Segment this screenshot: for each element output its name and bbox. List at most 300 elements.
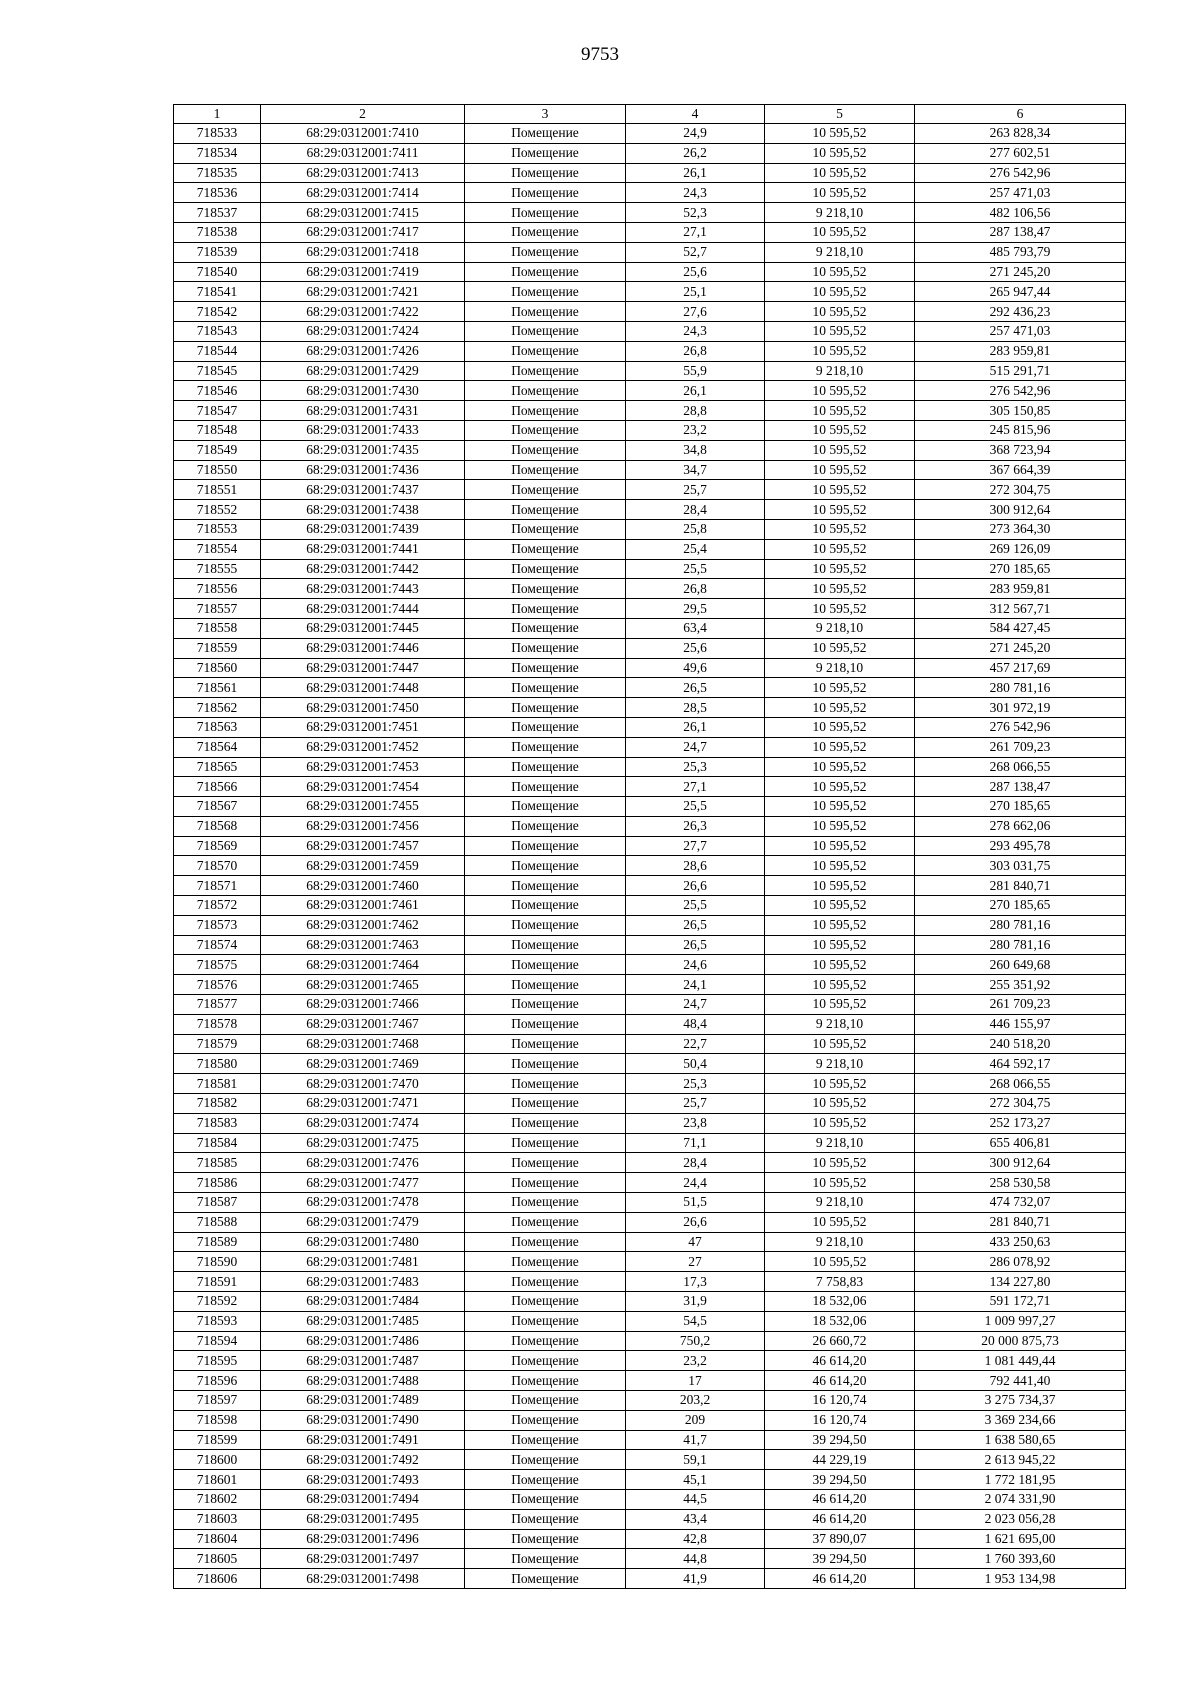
table-cell: 10 595,52 — [765, 1113, 915, 1133]
table-cell: Помещение — [465, 1074, 626, 1094]
table-cell: 286 078,92 — [915, 1252, 1126, 1272]
table-row — [174, 1430, 1126, 1450]
table-cell: 10 595,52 — [765, 282, 915, 302]
table-row — [174, 401, 1126, 421]
table-cell: 25,5 — [626, 559, 765, 579]
table-row — [174, 262, 1126, 282]
table-cell: Помещение — [465, 777, 626, 797]
table-cell: 718565 — [174, 757, 261, 777]
table-cell: 68:29:0312001:7489 — [261, 1391, 465, 1411]
table-cell: 718552 — [174, 500, 261, 520]
table-cell: 25,3 — [626, 1074, 765, 1094]
table-cell: 68:29:0312001:7442 — [261, 559, 465, 579]
table-cell: 46 614,20 — [765, 1351, 915, 1371]
table-cell: 260 649,68 — [915, 955, 1126, 975]
table-cell: 718593 — [174, 1311, 261, 1331]
table-cell: 283 959,81 — [915, 579, 1126, 599]
table-cell: 10 595,52 — [765, 1212, 915, 1232]
table-cell: Помещение — [465, 460, 626, 480]
table-cell: Помещение — [465, 440, 626, 460]
table-row — [174, 381, 1126, 401]
table-cell: 68:29:0312001:7486 — [261, 1331, 465, 1351]
table-cell: 68:29:0312001:7411 — [261, 143, 465, 163]
table-cell: 68:29:0312001:7462 — [261, 915, 465, 935]
table-cell: 718555 — [174, 559, 261, 579]
table-cell: 718575 — [174, 955, 261, 975]
table-cell: 10 595,52 — [765, 262, 915, 282]
table-cell: 68:29:0312001:7492 — [261, 1450, 465, 1470]
table-cell: 26,8 — [626, 579, 765, 599]
table-cell: 68:29:0312001:7475 — [261, 1133, 465, 1153]
table-row — [174, 1549, 1126, 1569]
table-cell: 718553 — [174, 519, 261, 539]
table-cell: 17 — [626, 1371, 765, 1391]
table-cell: Помещение — [465, 1351, 626, 1371]
table-cell: 68:29:0312001:7444 — [261, 599, 465, 619]
table-cell: 24,4 — [626, 1173, 765, 1193]
column-header: 4 — [626, 105, 765, 124]
table-cell: 268 066,55 — [915, 757, 1126, 777]
table-cell: 68:29:0312001:7481 — [261, 1252, 465, 1272]
table-cell: 280 781,16 — [915, 678, 1126, 698]
table-row — [174, 1311, 1126, 1331]
table-cell: Помещение — [465, 757, 626, 777]
table-cell: 312 567,71 — [915, 599, 1126, 619]
table-cell: 9 218,10 — [765, 1133, 915, 1153]
table-row — [174, 1489, 1126, 1509]
table-cell: 10 595,52 — [765, 836, 915, 856]
table-cell: Помещение — [465, 717, 626, 737]
column-header: 2 — [261, 105, 465, 124]
table-cell: Помещение — [465, 1252, 626, 1272]
table-cell: Помещение — [465, 1311, 626, 1331]
table-cell: 10 595,52 — [765, 480, 915, 500]
table-cell: 280 781,16 — [915, 935, 1126, 955]
table-cell: 68:29:0312001:7459 — [261, 856, 465, 876]
table-cell: 287 138,47 — [915, 777, 1126, 797]
table-cell: 718583 — [174, 1113, 261, 1133]
table-row — [174, 460, 1126, 480]
table-cell: 41,7 — [626, 1430, 765, 1450]
table-cell: 68:29:0312001:7445 — [261, 618, 465, 638]
table-cell: 1 772 181,95 — [915, 1470, 1126, 1490]
table-row — [174, 341, 1126, 361]
table-row — [174, 1212, 1126, 1232]
table-cell: 718540 — [174, 262, 261, 282]
table-row — [174, 1410, 1126, 1430]
table-cell: 252 173,27 — [915, 1113, 1126, 1133]
table-cell: 718547 — [174, 401, 261, 421]
table-cell: 203,2 — [626, 1391, 765, 1411]
table-row — [174, 361, 1126, 381]
table-row — [174, 717, 1126, 737]
table-cell: 68:29:0312001:7497 — [261, 1549, 465, 1569]
table-cell: 718597 — [174, 1391, 261, 1411]
table-cell: 18 532,06 — [765, 1311, 915, 1331]
table-cell: 10 595,52 — [765, 876, 915, 896]
table-cell: 68:29:0312001:7457 — [261, 836, 465, 856]
table-cell: 68:29:0312001:7430 — [261, 381, 465, 401]
table-cell: 276 542,96 — [915, 163, 1126, 183]
table-cell: 68:29:0312001:7470 — [261, 1074, 465, 1094]
table-row — [174, 955, 1126, 975]
table-cell: 68:29:0312001:7418 — [261, 242, 465, 262]
table-row — [174, 282, 1126, 302]
table-cell: 26 660,72 — [765, 1331, 915, 1351]
table-cell: 68:29:0312001:7467 — [261, 1014, 465, 1034]
table-cell: 457 217,69 — [915, 658, 1126, 678]
table-cell: 718588 — [174, 1212, 261, 1232]
table-cell: 265 947,44 — [915, 282, 1126, 302]
table-cell: 258 530,58 — [915, 1173, 1126, 1193]
table-cell: 591 172,71 — [915, 1292, 1126, 1312]
table-cell: 68:29:0312001:7413 — [261, 163, 465, 183]
table-cell: 718567 — [174, 797, 261, 817]
table-cell: 270 185,65 — [915, 797, 1126, 817]
table-cell: 718574 — [174, 935, 261, 955]
table-cell: 718563 — [174, 717, 261, 737]
table-row — [174, 658, 1126, 678]
table-cell: 68:29:0312001:7438 — [261, 500, 465, 520]
table-cell: 718577 — [174, 995, 261, 1015]
table-cell: 718579 — [174, 1034, 261, 1054]
table-cell: 27,1 — [626, 777, 765, 797]
table-cell: Помещение — [465, 876, 626, 896]
table-cell: 1 760 393,60 — [915, 1549, 1126, 1569]
table-row — [174, 1351, 1126, 1371]
table-cell: 3 275 734,37 — [915, 1391, 1126, 1411]
table-cell: 68:29:0312001:7431 — [261, 401, 465, 421]
table-cell: 433 250,63 — [915, 1232, 1126, 1252]
table-row — [174, 1569, 1126, 1589]
table-cell: Помещение — [465, 1153, 626, 1173]
table-cell: 68:29:0312001:7496 — [261, 1529, 465, 1549]
table-cell: 68:29:0312001:7463 — [261, 935, 465, 955]
table-cell: 68:29:0312001:7498 — [261, 1569, 465, 1589]
table-cell: 10 595,52 — [765, 935, 915, 955]
table-cell: 305 150,85 — [915, 401, 1126, 421]
table-cell: Помещение — [465, 381, 626, 401]
table-cell: Помещение — [465, 678, 626, 698]
table-cell: Помещение — [465, 262, 626, 282]
table-cell: 293 495,78 — [915, 836, 1126, 856]
table-cell: 68:29:0312001:7487 — [261, 1351, 465, 1371]
table-row — [174, 638, 1126, 658]
table-cell: 10 595,52 — [765, 143, 915, 163]
table-cell: 68:29:0312001:7454 — [261, 777, 465, 797]
column-header: 6 — [915, 105, 1126, 124]
table-cell: 68:29:0312001:7446 — [261, 638, 465, 658]
table-cell: 68:29:0312001:7495 — [261, 1509, 465, 1529]
table-cell: 46 614,20 — [765, 1371, 915, 1391]
table-cell: 68:29:0312001:7466 — [261, 995, 465, 1015]
table-cell: 257 471,03 — [915, 321, 1126, 341]
table-cell: Помещение — [465, 1331, 626, 1351]
table-cell: Помещение — [465, 242, 626, 262]
table-row — [174, 1094, 1126, 1114]
table-cell: 276 542,96 — [915, 381, 1126, 401]
table-cell: 10 595,52 — [765, 1074, 915, 1094]
table-cell: 68:29:0312001:7422 — [261, 302, 465, 322]
table-cell: 263 828,34 — [915, 124, 1126, 144]
table-cell: 26,6 — [626, 1212, 765, 1232]
table-cell: 2 613 945,22 — [915, 1450, 1126, 1470]
table-cell: 718582 — [174, 1094, 261, 1114]
table-cell: 9 218,10 — [765, 1193, 915, 1213]
table-cell: 718560 — [174, 658, 261, 678]
table-cell: 10 595,52 — [765, 995, 915, 1015]
table-cell: 280 781,16 — [915, 915, 1126, 935]
table-cell: 68:29:0312001:7410 — [261, 124, 465, 144]
table-cell: 718550 — [174, 460, 261, 480]
table-cell: 10 595,52 — [765, 124, 915, 144]
table-cell: 10 595,52 — [765, 698, 915, 718]
table-cell: 718604 — [174, 1529, 261, 1549]
table-cell: 718536 — [174, 183, 261, 203]
table-cell: 68:29:0312001:7478 — [261, 1193, 465, 1213]
table-cell: 46 614,20 — [765, 1489, 915, 1509]
table-cell: 718595 — [174, 1351, 261, 1371]
table-cell: Помещение — [465, 1173, 626, 1193]
table-cell: Помещение — [465, 935, 626, 955]
table-cell: 718551 — [174, 480, 261, 500]
table-cell: 718601 — [174, 1470, 261, 1490]
table-cell: 68:29:0312001:7429 — [261, 361, 465, 381]
table-cell: 68:29:0312001:7476 — [261, 1153, 465, 1173]
table-cell: Помещение — [465, 1094, 626, 1114]
table-cell: 718564 — [174, 737, 261, 757]
table-row — [174, 876, 1126, 896]
table-cell: Помещение — [465, 896, 626, 916]
table-cell: 10 595,52 — [765, 1252, 915, 1272]
table-row — [174, 1391, 1126, 1411]
table-cell: Помещение — [465, 1212, 626, 1232]
table-row — [174, 242, 1126, 262]
table-cell: 485 793,79 — [915, 242, 1126, 262]
table-cell: 718561 — [174, 678, 261, 698]
table-cell: 26,2 — [626, 143, 765, 163]
table-cell: 718569 — [174, 836, 261, 856]
table-cell: 51,5 — [626, 1193, 765, 1213]
table-cell: Помещение — [465, 618, 626, 638]
table-cell: 718542 — [174, 302, 261, 322]
table-cell: 68:29:0312001:7443 — [261, 579, 465, 599]
table-cell: 24,1 — [626, 975, 765, 995]
table-cell: 718592 — [174, 1292, 261, 1312]
column-header: 3 — [465, 105, 626, 124]
table-cell: 1 638 580,65 — [915, 1430, 1126, 1450]
table-cell: 10 595,52 — [765, 183, 915, 203]
table-row — [174, 1153, 1126, 1173]
table-cell: 718557 — [174, 599, 261, 619]
table-cell: 26,5 — [626, 935, 765, 955]
table-cell: 68:29:0312001:7491 — [261, 1430, 465, 1450]
table-cell: Помещение — [465, 1014, 626, 1034]
table-cell: 718533 — [174, 124, 261, 144]
table-row — [174, 816, 1126, 836]
table-cell: 23,2 — [626, 420, 765, 440]
table-cell: 3 369 234,66 — [915, 1410, 1126, 1430]
table-cell: 10 595,52 — [765, 737, 915, 757]
table-cell: Помещение — [465, 698, 626, 718]
table-cell: 10 595,52 — [765, 381, 915, 401]
table-cell: Помещение — [465, 222, 626, 242]
table-cell: 446 155,97 — [915, 1014, 1126, 1034]
table-cell: Помещение — [465, 816, 626, 836]
table-row — [174, 519, 1126, 539]
table-cell: 300 912,64 — [915, 500, 1126, 520]
table-cell: Помещение — [465, 282, 626, 302]
table-cell: Помещение — [465, 302, 626, 322]
table-row — [174, 579, 1126, 599]
table-cell: Помещение — [465, 559, 626, 579]
table-cell: 10 595,52 — [765, 777, 915, 797]
table-cell: Помещение — [465, 519, 626, 539]
table-cell: 1 953 134,98 — [915, 1569, 1126, 1589]
table-cell: 28,4 — [626, 500, 765, 520]
table-header-row — [174, 105, 1126, 124]
table-cell: Помещение — [465, 480, 626, 500]
table-body — [174, 124, 1126, 1589]
table-cell: Помещение — [465, 1113, 626, 1133]
table-cell: 68:29:0312001:7455 — [261, 797, 465, 817]
table-cell: Помещение — [465, 341, 626, 361]
table-cell: 44,8 — [626, 1549, 765, 1569]
table-cell: 68:29:0312001:7426 — [261, 341, 465, 361]
table-row — [174, 1292, 1126, 1312]
table-cell: Помещение — [465, 1371, 626, 1391]
table-cell: 367 664,39 — [915, 460, 1126, 480]
table-cell: 26,6 — [626, 876, 765, 896]
table-cell: 59,1 — [626, 1450, 765, 1470]
table-cell: Помещение — [465, 915, 626, 935]
table-cell: 10 595,52 — [765, 797, 915, 817]
table-cell: 718602 — [174, 1489, 261, 1509]
table-cell: 10 595,52 — [765, 460, 915, 480]
page-number: 9753 — [581, 44, 619, 65]
table-row — [174, 183, 1126, 203]
table-cell: 9 218,10 — [765, 242, 915, 262]
table-cell: 68:29:0312001:7435 — [261, 440, 465, 460]
table-cell: 718556 — [174, 579, 261, 599]
table-cell: 68:29:0312001:7414 — [261, 183, 465, 203]
table-cell: 68:29:0312001:7456 — [261, 816, 465, 836]
table-cell: 245 815,96 — [915, 420, 1126, 440]
table-cell: 44,5 — [626, 1489, 765, 1509]
table-cell: 25,3 — [626, 757, 765, 777]
table-cell: 718591 — [174, 1272, 261, 1292]
table-cell: 10 595,52 — [765, 955, 915, 975]
table-cell: 281 840,71 — [915, 1212, 1126, 1232]
table-cell: 268 066,55 — [915, 1074, 1126, 1094]
table-cell: 515 291,71 — [915, 361, 1126, 381]
table-cell: 270 185,65 — [915, 896, 1126, 916]
table-cell: 68:29:0312001:7471 — [261, 1094, 465, 1114]
table-cell: 718573 — [174, 915, 261, 935]
table-cell: 25,5 — [626, 896, 765, 916]
table-cell: 24,9 — [626, 124, 765, 144]
table-row — [174, 836, 1126, 856]
table-cell: 31,9 — [626, 1292, 765, 1312]
table-row — [174, 1054, 1126, 1074]
table-cell: 26,1 — [626, 717, 765, 737]
table-cell: 272 304,75 — [915, 480, 1126, 500]
table-cell: 283 959,81 — [915, 341, 1126, 361]
table-cell: 68:29:0312001:7483 — [261, 1272, 465, 1292]
table-cell: 10 595,52 — [765, 420, 915, 440]
table-cell: 29,5 — [626, 599, 765, 619]
table-row — [174, 599, 1126, 619]
table-cell: 24,3 — [626, 321, 765, 341]
table-cell: 718600 — [174, 1450, 261, 1470]
table-cell: Помещение — [465, 1272, 626, 1292]
table-cell: 68:29:0312001:7464 — [261, 955, 465, 975]
table-cell: 718603 — [174, 1509, 261, 1529]
table-cell: 271 245,20 — [915, 262, 1126, 282]
table-cell: Помещение — [465, 183, 626, 203]
table-cell: 368 723,94 — [915, 440, 1126, 460]
table-cell: 25,7 — [626, 1094, 765, 1114]
table-cell: Помещение — [465, 658, 626, 678]
table-cell: 474 732,07 — [915, 1193, 1126, 1213]
table-cell: 37 890,07 — [765, 1529, 915, 1549]
table-cell: 10 595,52 — [765, 757, 915, 777]
table-cell: 278 662,06 — [915, 816, 1126, 836]
table-row — [174, 124, 1126, 144]
table-cell: 718572 — [174, 896, 261, 916]
table-cell: 10 595,52 — [765, 559, 915, 579]
table-cell: 68:29:0312001:7494 — [261, 1489, 465, 1509]
table-cell: 68:29:0312001:7469 — [261, 1054, 465, 1074]
table-cell: 718606 — [174, 1569, 261, 1589]
table-cell: 255 351,92 — [915, 975, 1126, 995]
table-cell: 281 840,71 — [915, 876, 1126, 896]
table-cell: Помещение — [465, 995, 626, 1015]
table-cell: 68:29:0312001:7437 — [261, 480, 465, 500]
table-cell: 134 227,80 — [915, 1272, 1126, 1292]
table-cell: 52,3 — [626, 203, 765, 223]
table-cell: 718548 — [174, 420, 261, 440]
table-cell: 24,7 — [626, 737, 765, 757]
table-cell: 44 229,19 — [765, 1450, 915, 1470]
table-row — [174, 203, 1126, 223]
table-row — [174, 440, 1126, 460]
table-cell: 240 518,20 — [915, 1034, 1126, 1054]
table-row — [174, 1014, 1126, 1034]
table-cell: 718554 — [174, 539, 261, 559]
table-cell: 27,1 — [626, 222, 765, 242]
table-cell: 276 542,96 — [915, 717, 1126, 737]
table-cell: 292 436,23 — [915, 302, 1126, 322]
table-row — [174, 1331, 1126, 1351]
table-cell: 718566 — [174, 777, 261, 797]
table-cell: 718545 — [174, 361, 261, 381]
table-cell: 750,2 — [626, 1331, 765, 1351]
table-cell: 25,4 — [626, 539, 765, 559]
table-cell: 792 441,40 — [915, 1371, 1126, 1391]
table-cell: Помещение — [465, 500, 626, 520]
table-row — [174, 539, 1126, 559]
table-cell: 718596 — [174, 1371, 261, 1391]
table-cell: 20 000 875,73 — [915, 1331, 1126, 1351]
table-cell: 1 009 997,27 — [915, 1311, 1126, 1331]
table-cell: 10 595,52 — [765, 579, 915, 599]
table-cell: 718580 — [174, 1054, 261, 1074]
table-row — [174, 1272, 1126, 1292]
table-cell: Помещение — [465, 1054, 626, 1074]
table-cell: Помещение — [465, 797, 626, 817]
table-cell: 34,7 — [626, 460, 765, 480]
